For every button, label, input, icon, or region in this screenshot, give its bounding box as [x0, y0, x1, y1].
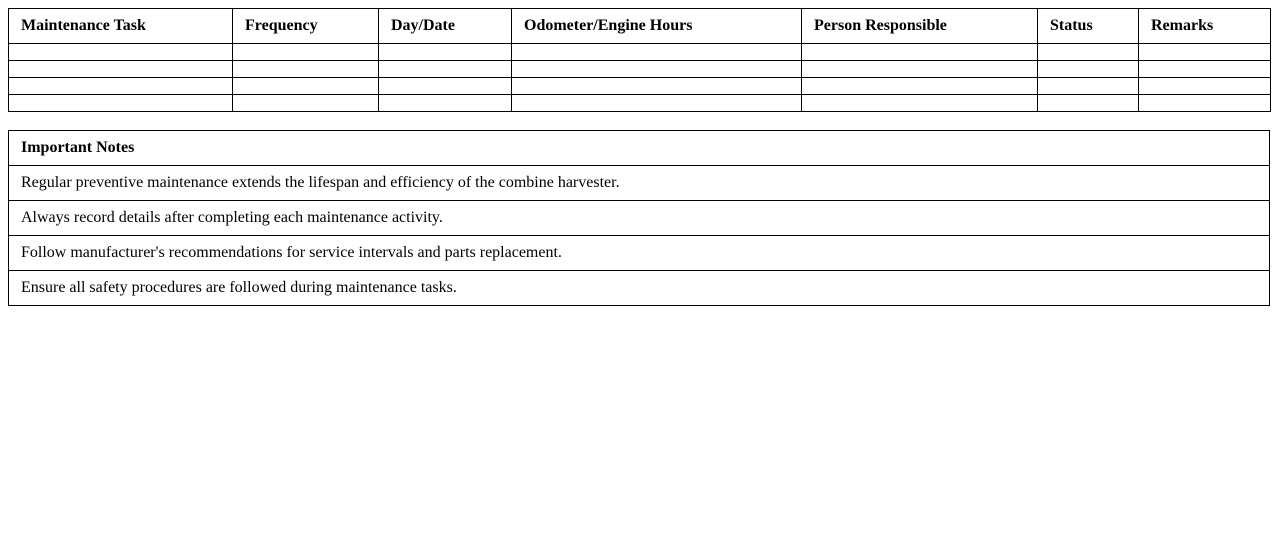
list-item [9, 236, 1270, 271]
maintenance-log-table [8, 8, 1271, 112]
table-cell [9, 78, 233, 95]
notes-title: Important Notes [9, 131, 1270, 166]
table-cell [1038, 44, 1139, 61]
table-row [9, 78, 1271, 95]
table-cell [379, 61, 512, 78]
table-cell [512, 95, 802, 112]
table-cell [1038, 78, 1139, 95]
header-person-responsible: Person Responsible [802, 9, 1038, 44]
important-notes-table [8, 130, 1270, 306]
table-row [9, 44, 1271, 61]
header-odometer-engine-hours: Odometer/Engine Hours [512, 9, 802, 44]
header-frequency: Frequency [233, 9, 379, 44]
note-text: Follow manufacturer's recommendations for service intervals and parts replacement. [9, 236, 1270, 271]
table-row [9, 95, 1271, 112]
table-cell [9, 44, 233, 61]
header-remarks: Remarks [1139, 9, 1271, 44]
table-cell [1139, 78, 1271, 95]
notes-header-row [9, 131, 1270, 166]
table-cell [802, 95, 1038, 112]
table-cell [9, 95, 233, 112]
table-header-row [9, 9, 1271, 44]
note-text: Always record details after completing each maintenance activity. [9, 201, 1270, 236]
table-cell [512, 44, 802, 61]
table-cell [9, 61, 233, 78]
table-cell [512, 61, 802, 78]
table-cell [1038, 95, 1139, 112]
table-cell [802, 61, 1038, 78]
table-cell [233, 95, 379, 112]
header-status: Status [1038, 9, 1139, 44]
table-cell [379, 44, 512, 61]
note-text: Ensure all safety procedures are followed during maintenance tasks. [9, 271, 1270, 306]
table-cell [802, 44, 1038, 61]
note-text: Regular preventive maintenance extends the lifespan and efficiency of the combine harvester. [9, 166, 1270, 201]
list-item [9, 201, 1270, 236]
list-item [9, 271, 1270, 306]
header-day-date: Day/Date [379, 9, 512, 44]
table-cell [1139, 95, 1271, 112]
table-cell [1139, 61, 1271, 78]
header-maintenance-task: Maintenance Task [9, 9, 233, 44]
table-cell [233, 61, 379, 78]
table-cell [379, 78, 512, 95]
table-cell [379, 95, 512, 112]
table-cell [1139, 44, 1271, 61]
table-cell [233, 78, 379, 95]
table-row [9, 61, 1271, 78]
table-cell [233, 44, 379, 61]
table-cell [1038, 61, 1139, 78]
list-item [9, 166, 1270, 201]
table-cell [512, 78, 802, 95]
table-cell [802, 78, 1038, 95]
